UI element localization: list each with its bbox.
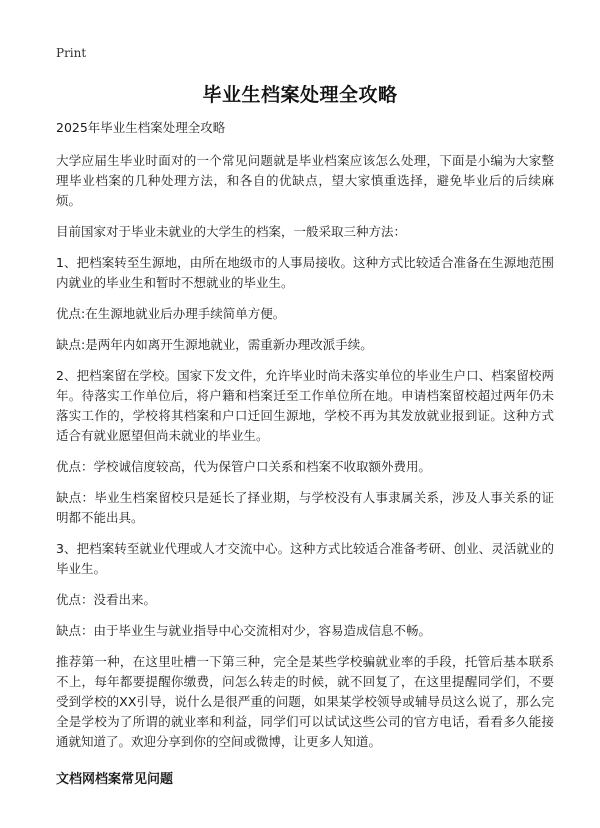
method-3-paragraph: 3、把档案转至就业代理或人才交流中心。这种方式比较适合准备考研、创业、灵活就业的毕业生。	[56, 541, 554, 576]
intro-paragraph: 大学应届生毕业时面对的一个常见问题就是毕业档案应该怎么处理，下面是小编为大家整理毕业档案的几种处理方法，和各自的优缺点，望大家慎重选择，避免毕业后的后续麻烦。	[56, 153, 554, 208]
method-3-pros: 优点：没看出来。	[56, 592, 157, 607]
article-subtitle: 2025年毕业生档案处理全攻略	[56, 120, 226, 135]
method-1-pros: 优点:在生源地就业后办理手续简单方便。	[56, 306, 286, 321]
method-2-paragraph: 2、把档案留在学校。国家下发文件，允许毕业时尚未落实单位的毕业生户口、档案留校两年。待落实工作单位后，将户籍和档案迁至工作单位所在地。申请档案留校超过两年仍未落实工作的，学校将其档案和户口迁回生源地，学校不再为其发放就业报到证。这种方式适合有就业愿望但尚未就业的毕业生。	[56, 368, 554, 443]
print-link[interactable]: Print	[56, 46, 87, 60]
method-2-pros: 优点：学校诚信度较高，代为保管户口关系和档案不收取额外费用。	[56, 459, 432, 474]
methods-intro-paragraph: 目前国家对于毕业未就业的大学生的档案，一般采取三种方法：	[56, 224, 407, 239]
recommendation-paragraph: 推荐第一种，在这里吐槽一下第三种，完全是某些学校骗就业率的手段，托管后基本联系不上，每年都要提醒你缴费，问怎么转走的时候，就不回复了，在这里提醒同学们，不要受到学校的XX引导，说什么是很严重的问题，如果某学校领导或辅导员这么说了，那么完全是学校为了所谓的就业率和利益，同学们可以试试这些公司的官方电话，看看多久能接通就知道了。欢迎分享到你的空间或微博，让更多人知道。	[56, 654, 554, 749]
article-body	[56, 118, 554, 790]
method-2-cons: 缺点：毕业生档案留校只是延长了择业期，与学校没有人事隶属关系，涉及人事关系的证明都不能出具。	[56, 490, 554, 525]
method-1-paragraph: 1、把档案转至生源地，由所在地级市的人事局接收。这种方式比较适合准备在生源地范围内就业的毕业生和暂时不想就业的毕业生。	[56, 255, 554, 290]
page-title: 毕业生档案处理全攻略	[202, 84, 398, 106]
method-3-cons: 缺点：由于毕业生与就业指导中心交流相对少，容易造成信息不畅。	[56, 623, 432, 638]
method-1-cons: 缺点:是两年内如离开生源地就业，需重新办理改派手续。	[56, 337, 373, 352]
faq-section-heading: 文档网档案常见问题	[56, 772, 174, 787]
